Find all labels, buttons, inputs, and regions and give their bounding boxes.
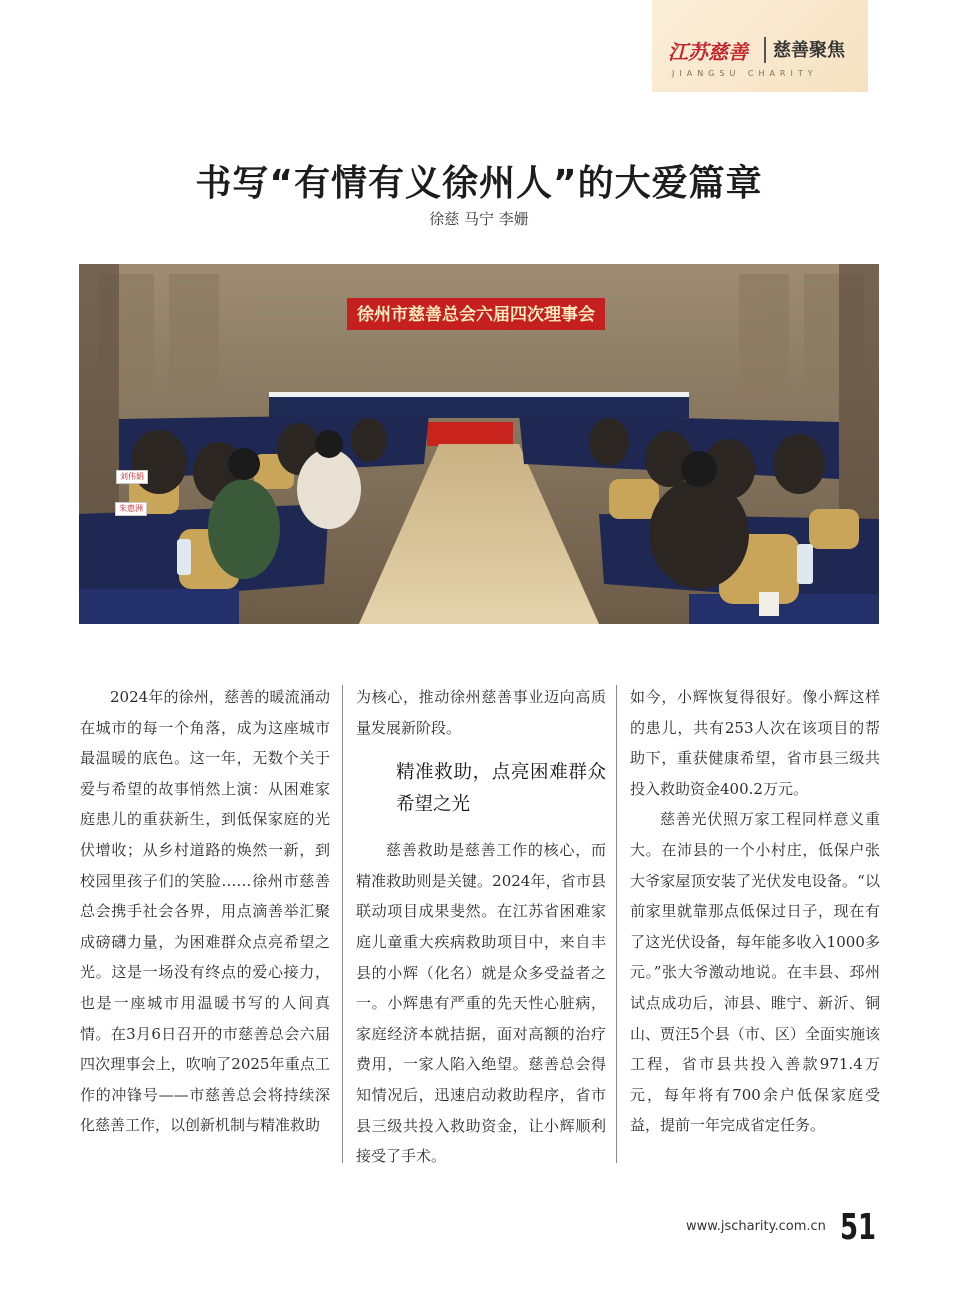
masthead <box>652 0 868 92</box>
paragraph: 慈善救助是慈善工作的核心，而精准救助则是关键。2024年，省市县联动项目成果斐然。在江苏省困难家庭儿童重大疾病救助项目中，来自丰县的小辉（化名）就是众多受益者之一。小辉患有严重的先天性心脏病，家庭经济本就拮据，面对高额的治疗费用，一家人陷入绝望。慈善总会得知情况后，迅速启动救助程序，省市县三级共投入救助资金，让小辉顺利接受了手术。 <box>356 841 606 1166</box>
column-divider <box>616 685 617 1163</box>
jiangsu-charity-logo: 江苏慈善 <box>668 40 748 64</box>
article-title: 书写“有情有义徐州人”的大爱篇章 <box>195 163 763 204</box>
paragraph: 2024年的徐州，慈善的暖流涌动在城市的每一个角落，成为这座城市最温暖的底色。这一年，无数个关于爱与希望的故事悄然上演：从困难家庭患儿的重获新生，到低保家庭的光伏增收；从乡村道路的焕然一新，到校园里孩子们的笑脸……徐州市慈善总会携手社会各界，用点滴善举汇聚成磅礴力量，为困难群众点亮希望之光。这是一场没有终点的爱心接力，也是一座城市用温暖书写的人间真情。在3月6日召开的市慈善总会六届四次理事会上，吹响了2025年重点工作的冲锋号——市慈善总会将持续深化慈善工作，以创新机制与精准救助 <box>80 688 330 1135</box>
section-label: 慈善聚焦 <box>773 40 845 61</box>
website-url: www.jscharity.com.cn <box>686 1219 826 1234</box>
body-column-2 <box>356 682 606 1172</box>
nameplate: 刘伟娟 <box>116 470 148 484</box>
article-authors: 徐慈 马宁 李姗 <box>429 210 529 228</box>
paragraph: 如今，小辉恢复得很好。像小辉这样的患儿，共有253人次在该项目的帮助下，重获健康希望，省市县三级共投入救助资金400.2万元。 <box>630 688 880 798</box>
masthead-english: JIANGSU CHARITY <box>672 69 818 78</box>
meeting-banner: 徐州市慈善总会六届四次理事会 <box>357 305 595 325</box>
column-divider <box>342 685 343 1163</box>
page-number: 51 <box>840 1207 877 1248</box>
body-column-3 <box>630 682 880 1141</box>
paragraph: 慈善光伏照万家工程同样意义重大。在沛县的一个小村庄，低保户张大爷家屋顶安装了光伏发电设备。“以前家里就靠那点低保过日子，现在有了这光伏设备，每年能多收入1000多元。”张大爷激动地说。在丰县、邳州试点成功后，沛县、睢宁、新沂、铜山、贾汪5个县（市、区）全面实施该工程，省市县共投入善款971.4万元，每年将有700余户低保家庭受益，提前一年完成省定任务。 <box>630 810 880 1135</box>
section-subheading: 精准救助，点亮困难群众希望之光 <box>396 762 606 816</box>
body-column-1 <box>80 682 330 1141</box>
paragraph: 为核心，推动徐州慈善事业迈向高质量发展新阶段。 <box>356 688 606 737</box>
masthead-divider <box>764 37 766 63</box>
nameplate: 朱惠洲 <box>115 502 147 516</box>
